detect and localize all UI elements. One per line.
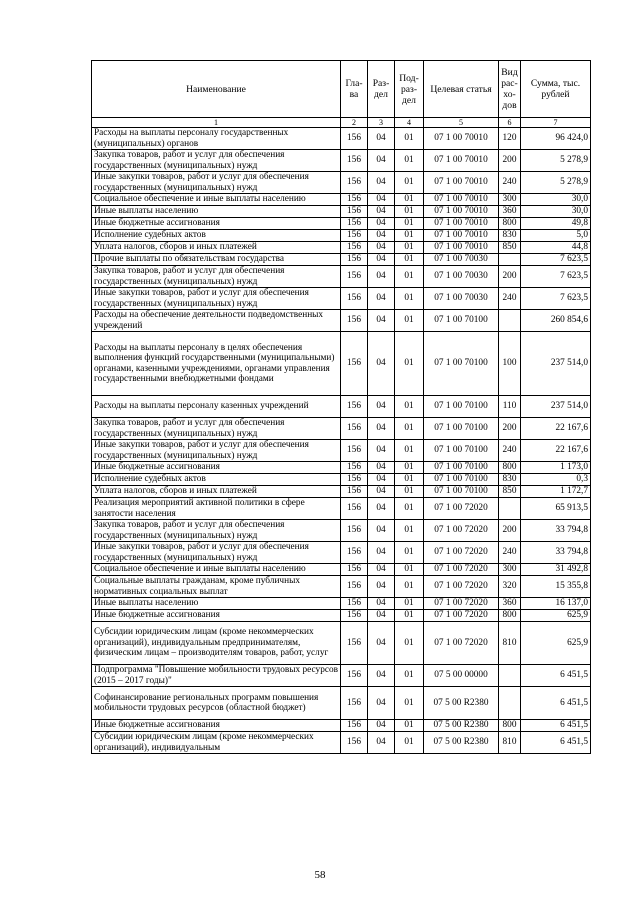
row-sum: 22 167,6: [521, 440, 591, 462]
column-number-row: [92, 118, 591, 128]
column-number: 1: [92, 118, 341, 128]
row-sum: 6 451,5: [521, 732, 591, 754]
row-razdel: 04: [368, 266, 395, 288]
table-row: [92, 665, 591, 687]
table-row: [92, 128, 591, 150]
row-podrazdel: 01: [395, 610, 424, 622]
row-name: Социальное обеспечение и иные выплаты населению: [92, 194, 341, 206]
row-sum: 5 278,9: [521, 150, 591, 172]
row-podrazdel: 01: [395, 576, 424, 598]
row-sum: 625,9: [521, 622, 591, 665]
row-vid: 800: [499, 218, 521, 230]
table-row: [92, 474, 591, 486]
row-glava: 156: [341, 687, 368, 720]
row-vid: 200: [499, 418, 521, 440]
row-name: Софинансирование региональных программ повышения мобильности трудовых ресурсов (областной бюджет): [92, 687, 341, 720]
row-glava: 156: [341, 254, 368, 266]
row-razdel: 04: [368, 610, 395, 622]
row-vid: [499, 687, 521, 720]
row-vid: 800: [499, 610, 521, 622]
row-razdel: 04: [368, 150, 395, 172]
column-number: 2: [341, 118, 368, 128]
table-row: [92, 542, 591, 564]
row-razdel: 04: [368, 732, 395, 754]
table-row: [92, 440, 591, 462]
table-row: [92, 396, 591, 418]
row-glava: 156: [341, 418, 368, 440]
row-target: 07 1 00 70100: [424, 418, 499, 440]
row-razdel: 04: [368, 396, 395, 418]
row-razdel: 04: [368, 687, 395, 720]
row-vid: 120: [499, 128, 521, 150]
row-target: 07 1 00 70010: [424, 218, 499, 230]
row-glava: 156: [341, 474, 368, 486]
row-vid: [499, 498, 521, 520]
row-name: Расходы на выплаты персоналу государственных (муниципальных) органов: [92, 128, 341, 150]
row-glava: 156: [341, 332, 368, 396]
row-sum: 15 355,8: [521, 576, 591, 598]
row-razdel: 04: [368, 418, 395, 440]
row-target: 07 1 00 70030: [424, 266, 499, 288]
column-number: 4: [395, 118, 424, 128]
row-target: 07 1 00 72020: [424, 564, 499, 576]
row-glava: 156: [341, 520, 368, 542]
row-name: Субсидии юридическим лицам (кроме некоммерческих организаций), индивидуальным предпринимателям, физическим лицам – производителям товаров, работ, услуг: [92, 622, 341, 665]
row-name: Исполнение судебных актов: [92, 230, 341, 242]
table-row: [92, 288, 591, 310]
row-glava: 156: [341, 206, 368, 218]
row-target: 07 1 00 72020: [424, 622, 499, 665]
row-glava: 156: [341, 440, 368, 462]
row-vid: 300: [499, 564, 521, 576]
row-glava: 156: [341, 720, 368, 732]
row-sum: 6 451,5: [521, 687, 591, 720]
row-razdel: 04: [368, 288, 395, 310]
row-vid: 110: [499, 396, 521, 418]
row-vid: [499, 310, 521, 332]
row-vid: 850: [499, 486, 521, 498]
row-vid: 200: [499, 150, 521, 172]
row-vid: 360: [499, 598, 521, 610]
row-sum: 31 492,8: [521, 564, 591, 576]
row-name: Расходы на обеспечение деятельности подведомственных учреждений: [92, 310, 341, 332]
row-glava: 156: [341, 128, 368, 150]
row-sum: 7 623,5: [521, 288, 591, 310]
row-target: 07 1 00 70010: [424, 194, 499, 206]
row-target: 07 5 00 R2380: [424, 732, 499, 754]
row-target: 07 1 00 70010: [424, 242, 499, 254]
row-target: 07 5 00 00000: [424, 665, 499, 687]
row-razdel: 04: [368, 254, 395, 266]
row-sum: 30,0: [521, 206, 591, 218]
row-target: 07 1 00 70010: [424, 230, 499, 242]
row-glava: 156: [341, 150, 368, 172]
row-target: 07 1 00 72020: [424, 520, 499, 542]
row-podrazdel: 01: [395, 288, 424, 310]
row-podrazdel: 01: [395, 687, 424, 720]
row-razdel: 04: [368, 206, 395, 218]
row-podrazdel: 01: [395, 598, 424, 610]
row-target: 07 1 00 70100: [424, 462, 499, 474]
row-vid: 810: [499, 622, 521, 665]
column-number: 3: [368, 118, 395, 128]
row-razdel: 04: [368, 564, 395, 576]
row-razdel: 04: [368, 665, 395, 687]
row-glava: 156: [341, 218, 368, 230]
row-sum: 260 854,6: [521, 310, 591, 332]
row-podrazdel: 01: [395, 440, 424, 462]
row-name: Иные закупки товаров, работ и услуг для обеспечения государственных (муниципальных) нужд: [92, 172, 341, 194]
row-sum: 6 451,5: [521, 665, 591, 687]
row-vid: 810: [499, 732, 521, 754]
row-sum: 30,0: [521, 194, 591, 206]
row-razdel: 04: [368, 172, 395, 194]
budget-table: [91, 60, 591, 754]
row-razdel: 04: [368, 542, 395, 564]
row-name: Закупка товаров, работ и услуг для обеспечения государственных (муниципальных) нужд: [92, 150, 341, 172]
row-glava: 156: [341, 242, 368, 254]
row-glava: 156: [341, 486, 368, 498]
row-sum: 237 514,0: [521, 332, 591, 396]
row-sum: 16 137,0: [521, 598, 591, 610]
row-sum: 65 913,5: [521, 498, 591, 520]
row-glava: 156: [341, 172, 368, 194]
row-target: 07 1 00 70010: [424, 172, 499, 194]
table-row: [92, 242, 591, 254]
row-podrazdel: 01: [395, 542, 424, 564]
row-razdel: 04: [368, 230, 395, 242]
row-sum: 49,8: [521, 218, 591, 230]
row-razdel: 04: [368, 332, 395, 396]
table-row: [92, 254, 591, 266]
row-podrazdel: 01: [395, 462, 424, 474]
row-podrazdel: 01: [395, 520, 424, 542]
row-podrazdel: 01: [395, 418, 424, 440]
row-name: Иные закупки товаров, работ и услуг для обеспечения государственных (муниципальных) нужд: [92, 288, 341, 310]
row-vid: 100: [499, 332, 521, 396]
table-row: [92, 720, 591, 732]
row-podrazdel: 01: [395, 720, 424, 732]
row-podrazdel: 01: [395, 172, 424, 194]
column-number: 5: [424, 118, 499, 128]
table-row: [92, 218, 591, 230]
row-vid: [499, 254, 521, 266]
column-number: 7: [521, 118, 591, 128]
table-row: [92, 332, 591, 396]
row-glava: 156: [341, 194, 368, 206]
row-sum: 44,8: [521, 242, 591, 254]
row-podrazdel: 01: [395, 194, 424, 206]
table-row: [92, 418, 591, 440]
table-row: [92, 310, 591, 332]
row-glava: 156: [341, 498, 368, 520]
table-row: [92, 266, 591, 288]
row-sum: 237 514,0: [521, 396, 591, 418]
row-podrazdel: 01: [395, 498, 424, 520]
row-podrazdel: 01: [395, 242, 424, 254]
row-target: 07 5 00 R2380: [424, 687, 499, 720]
table-row: [92, 564, 591, 576]
row-razdel: 04: [368, 242, 395, 254]
row-sum: 625,9: [521, 610, 591, 622]
row-target: 07 1 00 72020: [424, 498, 499, 520]
row-vid: [499, 665, 521, 687]
row-name: Иные закупки товаров, работ и услуг для обеспечения государственных (муниципальных) нужд: [92, 440, 341, 462]
row-target: 07 1 00 70100: [424, 474, 499, 486]
row-sum: 0,3: [521, 474, 591, 486]
row-name: Иные бюджетные ассигнования: [92, 610, 341, 622]
row-podrazdel: 01: [395, 310, 424, 332]
row-sum: 5 278,9: [521, 172, 591, 194]
row-glava: 156: [341, 665, 368, 687]
table-row: [92, 520, 591, 542]
row-vid: 240: [499, 288, 521, 310]
row-razdel: 04: [368, 598, 395, 610]
table-row: [92, 687, 591, 720]
row-podrazdel: 01: [395, 665, 424, 687]
row-target: 07 1 00 72020: [424, 576, 499, 598]
row-glava: 156: [341, 622, 368, 665]
row-name: Расходы на выплаты персоналу в целях обеспечения выполнения функций государственными (муниципальными) органами, казенными учреждениями, органами управления государственными внебюджетными фондами: [92, 332, 341, 396]
row-name: Иные закупки товаров, работ и услуг для обеспечения государственных (муниципальных) нужд: [92, 542, 341, 564]
row-name: Социальное обеспечение и иные выплаты населению: [92, 564, 341, 576]
row-glava: 156: [341, 732, 368, 754]
row-sum: 1 173,0: [521, 462, 591, 474]
row-vid: 200: [499, 520, 521, 542]
row-target: 07 1 00 72020: [424, 610, 499, 622]
row-name: Подпрограмма "Повышение мобильности трудовых ресурсов (2015 – 2017 годы)": [92, 665, 341, 687]
row-razdel: 04: [368, 462, 395, 474]
row-razdel: 04: [368, 720, 395, 732]
header-razdel: Раз-дел: [368, 61, 395, 118]
row-name: Иные бюджетные ассигнования: [92, 720, 341, 732]
row-name: Закупка товаров, работ и услуг для обеспечения государственных (муниципальных) нужд: [92, 520, 341, 542]
row-sum: 96 424,0: [521, 128, 591, 150]
row-target: 07 1 00 70030: [424, 254, 499, 266]
row-glava: 156: [341, 598, 368, 610]
row-name: Социальные выплаты гражданам, кроме публичных нормативных социальных выплат: [92, 576, 341, 598]
row-sum: 5,0: [521, 230, 591, 242]
row-razdel: 04: [368, 218, 395, 230]
row-vid: 800: [499, 462, 521, 474]
header-target: Целевая статья: [424, 61, 499, 118]
table-row: [92, 150, 591, 172]
row-glava: 156: [341, 266, 368, 288]
table-row: [92, 206, 591, 218]
row-name: Расходы на выплаты персоналу казенных учреждений: [92, 396, 341, 418]
row-vid: 850: [499, 242, 521, 254]
row-sum: 6 451,5: [521, 720, 591, 732]
row-name: Закупка товаров, работ и услуг для обеспечения государственных (муниципальных) нужд: [92, 418, 341, 440]
page-number: 58: [314, 869, 326, 881]
table-row: [92, 576, 591, 598]
table-row: [92, 610, 591, 622]
row-glava: 156: [341, 288, 368, 310]
row-podrazdel: 01: [395, 128, 424, 150]
row-target: 07 1 00 70100: [424, 486, 499, 498]
table-body: [92, 128, 591, 754]
table-row: [92, 498, 591, 520]
row-podrazdel: 01: [395, 254, 424, 266]
row-sum: 7 623,5: [521, 254, 591, 266]
row-name: Исполнение судебных актов: [92, 474, 341, 486]
row-vid: 300: [499, 194, 521, 206]
row-podrazdel: 01: [395, 150, 424, 172]
row-podrazdel: 01: [395, 564, 424, 576]
row-vid: 200: [499, 266, 521, 288]
row-vid: 830: [499, 230, 521, 242]
row-razdel: 04: [368, 498, 395, 520]
row-vid: 320: [499, 576, 521, 598]
row-name: Закупка товаров, работ и услуг для обеспечения государственных (муниципальных) нужд: [92, 266, 341, 288]
row-glava: 156: [341, 396, 368, 418]
row-razdel: 04: [368, 474, 395, 486]
header-vid: Вид рас-хо-дов: [499, 61, 521, 118]
header-name: Наименование: [92, 61, 341, 118]
row-target: 07 1 00 70030: [424, 288, 499, 310]
row-vid: 240: [499, 542, 521, 564]
row-target: 07 5 00 R2380: [424, 720, 499, 732]
row-target: 07 1 00 70100: [424, 332, 499, 396]
row-name: Субсидии юридическим лицам (кроме некоммерческих организаций), индивидуальным: [92, 732, 341, 754]
table-row: [92, 598, 591, 610]
row-podrazdel: 01: [395, 486, 424, 498]
row-target: 07 1 00 70100: [424, 310, 499, 332]
row-glava: 156: [341, 462, 368, 474]
row-podrazdel: 01: [395, 332, 424, 396]
row-name: Реализация мероприятий активной политики в сфере занятости населения: [92, 498, 341, 520]
row-name: Иные бюджетные ассигнования: [92, 462, 341, 474]
row-podrazdel: 01: [395, 218, 424, 230]
table-header: [92, 61, 591, 128]
row-glava: 156: [341, 576, 368, 598]
row-razdel: 04: [368, 486, 395, 498]
header-glava: Гла-ва: [341, 61, 368, 118]
table-row: [92, 194, 591, 206]
table-row: [92, 622, 591, 665]
table-row: [92, 462, 591, 474]
row-vid: 800: [499, 720, 521, 732]
row-vid: 830: [499, 474, 521, 486]
row-name: Иные бюджетные ассигнования: [92, 218, 341, 230]
row-target: 07 1 00 70100: [424, 440, 499, 462]
row-podrazdel: 01: [395, 622, 424, 665]
row-vid: 360: [499, 206, 521, 218]
row-glava: 156: [341, 564, 368, 576]
row-sum: 33 794,8: [521, 542, 591, 564]
row-podrazdel: 01: [395, 474, 424, 486]
row-glava: 156: [341, 230, 368, 242]
row-razdel: 04: [368, 440, 395, 462]
row-sum: 22 167,6: [521, 418, 591, 440]
table-row: [92, 230, 591, 242]
row-razdel: 04: [368, 310, 395, 332]
row-razdel: 04: [368, 128, 395, 150]
row-vid: 240: [499, 172, 521, 194]
row-target: 07 1 00 70010: [424, 150, 499, 172]
row-target: 07 1 00 70010: [424, 128, 499, 150]
row-name: Иные выплаты населению: [92, 598, 341, 610]
row-name: Уплата налогов, сборов и иных платежей: [92, 242, 341, 254]
column-number: 6: [499, 118, 521, 128]
header-podrazdel: Под-раз-дел: [395, 61, 424, 118]
row-target: 07 1 00 70010: [424, 206, 499, 218]
row-razdel: 04: [368, 194, 395, 206]
row-target: 07 1 00 72020: [424, 542, 499, 564]
table-row: [92, 486, 591, 498]
row-razdel: 04: [368, 622, 395, 665]
table-row: [92, 732, 591, 754]
row-glava: 156: [341, 610, 368, 622]
row-name: Уплата налогов, сборов и иных платежей: [92, 486, 341, 498]
row-target: 07 1 00 70100: [424, 396, 499, 418]
row-podrazdel: 01: [395, 396, 424, 418]
row-podrazdel: 01: [395, 266, 424, 288]
row-sum: 1 172,7: [521, 486, 591, 498]
row-podrazdel: 01: [395, 206, 424, 218]
row-target: 07 1 00 72020: [424, 598, 499, 610]
row-glava: 156: [341, 310, 368, 332]
row-name: Иные выплаты населению: [92, 206, 341, 218]
table-row: [92, 172, 591, 194]
row-razdel: 04: [368, 520, 395, 542]
row-sum: 33 794,8: [521, 520, 591, 542]
row-glava: 156: [341, 542, 368, 564]
row-sum: 7 623,5: [521, 266, 591, 288]
row-podrazdel: 01: [395, 732, 424, 754]
row-razdel: 04: [368, 576, 395, 598]
row-name: Прочие выплаты по обязательствам государства: [92, 254, 341, 266]
row-vid: 240: [499, 440, 521, 462]
row-podrazdel: 01: [395, 230, 424, 242]
header-sum: Сумма, тыс. рублей: [521, 61, 591, 118]
